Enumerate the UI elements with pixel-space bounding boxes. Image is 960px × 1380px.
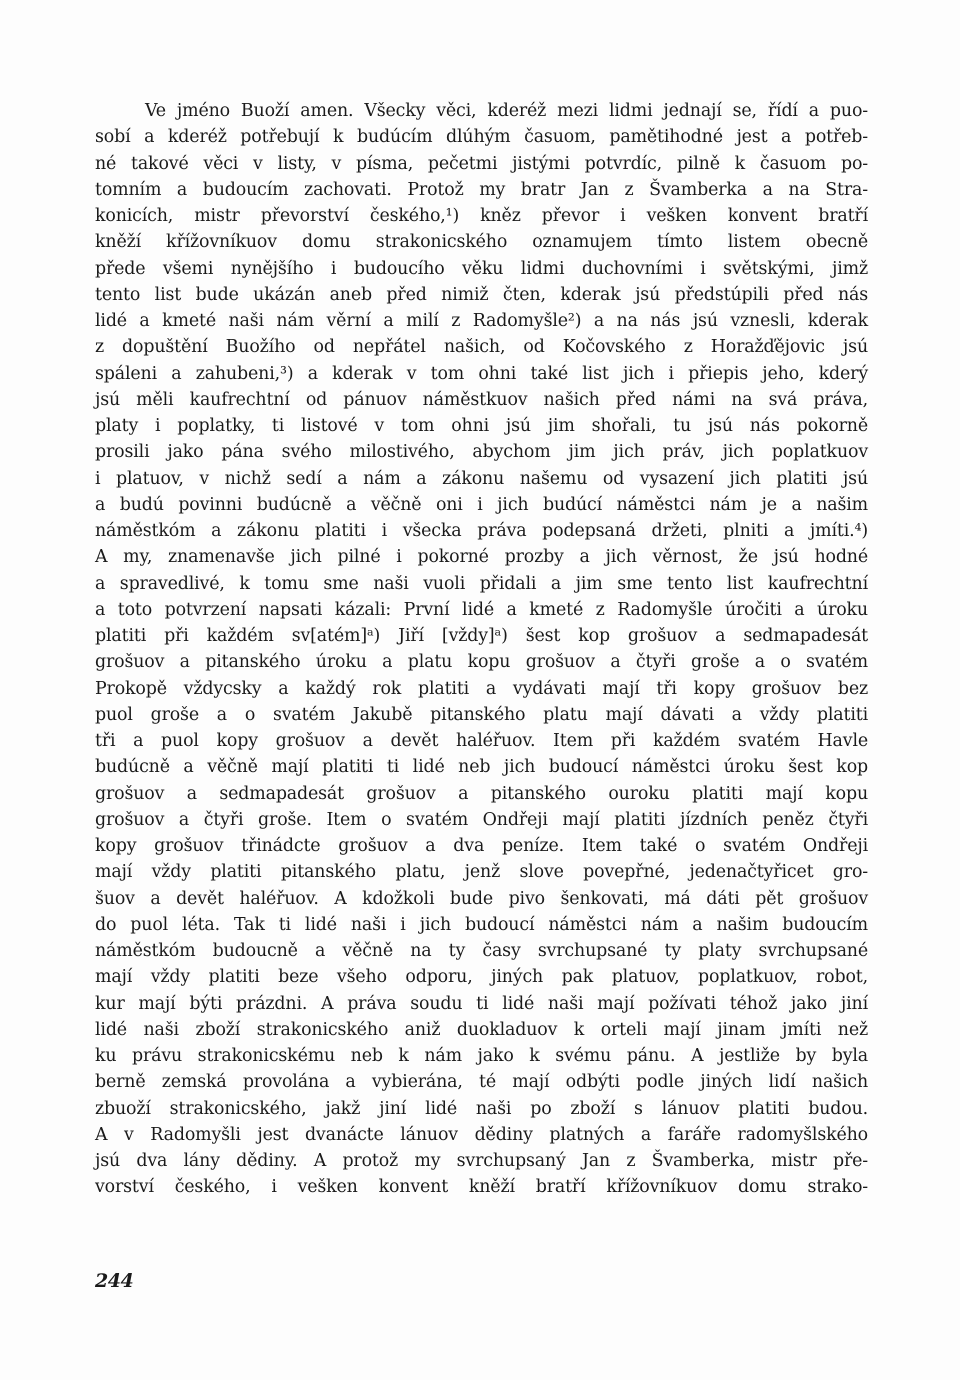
text-line: A v Radomyšli jest dvanácte lánuov dědiny platných a faráře radomyšlského [95,1124,868,1145]
text-line: kur mají býti prázdni. A práva soudu ti lidé naši mají požívati téhož jako jiní [95,993,868,1014]
text-line: zbuoží strakonicského, jakž jiní lidé naši po zboží s lánuov platiti budou. [95,1098,868,1119]
page-number: 244 [95,1270,134,1292]
text-line: jsú měli kaufrechtní od pánuov náměstkuov našich před námi na svá práva, [95,389,868,410]
text-line: grošuov a sedmapadesát grošuov a pitanského ouroku platiti mají kopu [95,783,868,804]
text-line: Prokopě vždycsky a každý rok platiti a vydávati mají tři kopy grošuov bez [95,678,868,699]
text-line: tři a puol kopy grošuov a devět haléřuov. Item při každém svatém Havle [95,731,868,751]
text-line: puol groše a o svatém Jakubě pitanského platu mají dávati a vždy platiti [95,704,868,725]
text-line: jsú dva lány dědiny. A protož my svrchupsaný Jan z Švamberka, mistr pře- [95,1151,868,1171]
text-line: tento list bude ukázán aneb před nimiž čten, kderak jsú předstúpili před nás [95,284,868,305]
text-line: vorství českého, i vešken konvent kněží bratří křížovníkuov domu strako- [95,1177,868,1198]
text-line: šuov a devět haléřuov. A kdožkoli bude pivo šenkovati, má dáti pět grošuov [95,888,868,909]
text-line: budúcně a věčně mají platiti ti lidé neb jich budoucí náměstci úroku šest kop [95,757,868,778]
text-line: z dopuštění Buožího od nepřátel našich, od Kočovského z Horažďějovic jsú [95,337,868,358]
text-line: lidé a kmeté naši nám věrní a milí z Radomyšle²) a na nás jsú vznesli, kderak [95,311,868,331]
body-text [95,98,868,1201]
text-line: a budú povinni budúcně a věčně oni i jich budúcí náměstci nám je a našim [95,494,868,515]
text-line: kopy grošuov třinádcte grošuov a dva peníze. Item také o svatém Ondřeji [95,836,868,856]
text-line: a spravedlivé, k tomu sme naši vuoli přidali a jim sme tento list kaufrechtní [95,573,868,594]
text-line: né takové věci v listy, v písma, pečetmi jistými potvrdíc, pilně k časuom po- [95,153,868,174]
text-line: spáleni a zahubeni,³) a kderak v tom ohni také list jich i přiepis jeho, kderý [95,363,868,384]
text-line: platy i poplatky, ti listové v tom ohni jsú jim shořali, tu jsú nás pokorně [95,416,868,436]
text-line: kněží křížovníkuov domu strakonicského oznamujem tímto listem obecně [95,232,868,253]
text-line: mají vždy platiti beze všeho odporu, jiných pak platuov, poplatkuov, robot, [95,967,868,988]
text-line: grošuov a čtyři groše. Item o svatém Ondřeji mají platiti jízdních peněz čtyři [95,809,868,830]
text-line: grošuov a pitanského úroku a platu kopu grošuov a čtyři groše a o svatém [95,652,868,673]
text-line: přede všemi nynějšího i budoucího věku lidmi duchovními i světskými, jimž [95,258,868,279]
text-line: mají vždy platiti pitanského platu, jenž slove povepřné, jedenačtyřicet gro- [95,862,868,883]
text-line: Ve jméno Buoží amen. Všecky věci, kderéž mezi lidmi jednají se, řídí a puo- [145,101,868,121]
text-line: prosili jako pána svého milostivého, abychom jim jich práv, jich poplatkuov [95,442,868,463]
text-line: konicích, mistr převorství českého,¹) kněz převor i vešken konvent bratří [95,206,868,226]
text-line: A my, znamenavše jich pilné i pokorné prozby a jich věrnost, že jsú hodné [95,547,868,568]
text-line: platiti při každém sv[atém]ᵃ) Jiří [vždy]ᵃ) šest kop grošuov a sedmapadesát [95,626,868,646]
text-line: tomním a budoucím zachovati. Protož my bratr Jan z Švamberka a na Stra- [95,179,868,200]
text-line: sobí a kderéž potřebují k budúcím dlúhým časuom, pamětihodné jest a potřeb- [95,127,868,148]
text-line: i platuov, v nichž sedí a nám a zákonu našemu od vysazení jich platiti jsú [95,468,868,489]
text-line: náměstkóm budoucně a věčně na ty časy svrchupsané ty platy svrchupsané [95,941,868,961]
text-line: a toto potvrzení napsati kázali: První lidé a kmeté z Radomyšle úročiti a úroku [95,599,868,620]
text-line: do puol léta. Tak ti lidé naši i jich budoucí náměstci nám a našim budoucím [95,914,868,935]
text-line: náměstkóm a zákonu platiti i všecka práva podepsaná držeti, plniti a jmíti.⁴) [95,521,868,541]
text-line: ku právu strakonicskému neb k nám jako k svému pánu. A jestliže by byla [95,1046,868,1066]
text-line: berně zemská provolána a vybierána, té mají odbýti podle jiných lidí našich [95,1072,868,1093]
text-line: lidé naši zboží strakonicského aniž duokladuov k orteli mají jinam jmíti než [95,1019,868,1040]
